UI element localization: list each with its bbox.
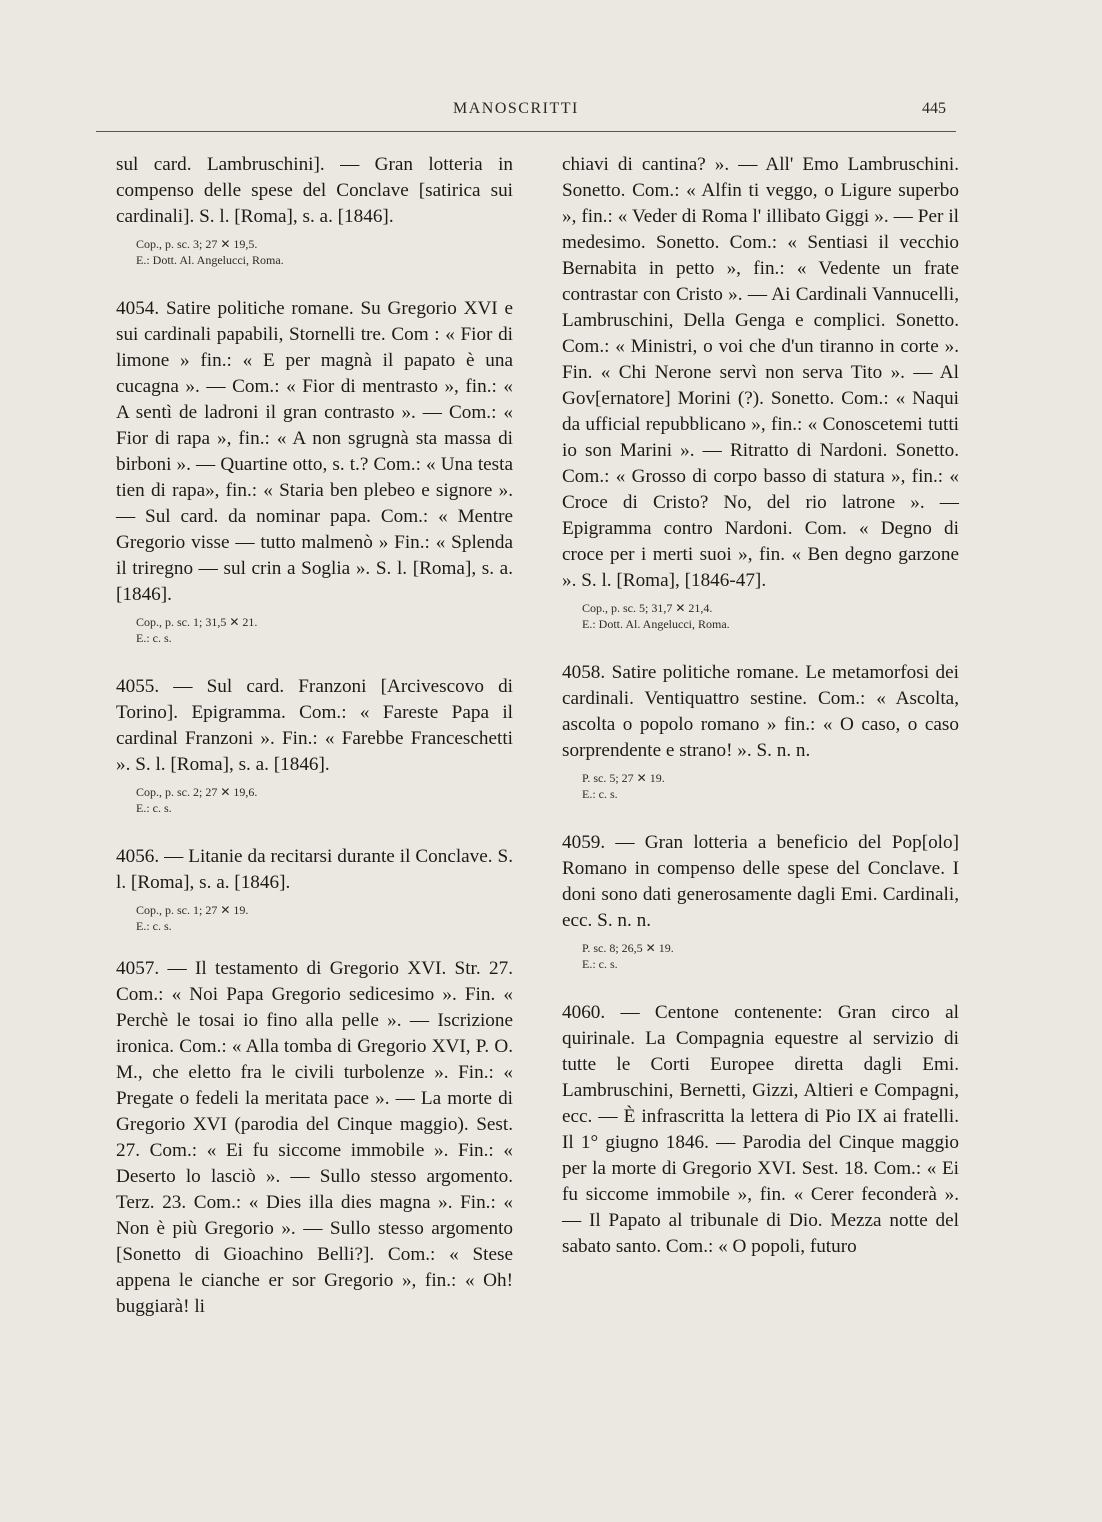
catalog-entry-4059: [562, 830, 959, 972]
entry-number: 4054.: [116, 298, 160, 319]
copy-info: Cop., p. sc. 5; 31,7 ✕ 21,4.: [582, 601, 713, 615]
entry-text: Satire politiche romane. Le metamorfosi dei cardinali. Ventiquattro sestine. Com.: « Ascolta, ascolta o popolo romano » fin.: « O caso, o caso sorprendente e strano! ». S. n. n.: [562, 662, 959, 761]
copy-info: Cop., p. sc. 1; 31,5 ✕ 21.: [136, 615, 258, 629]
entry-body: [116, 844, 513, 896]
entry-text: chiavi di cantina? ». — All' Emo Lambruschini. Sonetto. Com.: « Alfin ti veggo, o Ligure superbo », fin.: « Veder di Roma l' illibato Giggi ». — Per il medesimo. Sonetto. Com.: « Sentiasi il vecchio Bernabita in petto », fin.: « Vedente un frate contrastar con Cristo ». — Ai Cardinali Vannucelli, Lambruschini, Della Genga e complici. Sonetto. Com.: « Ministri, o voi che d'un tiranno in corte ». Fin. « Chi Nerone servì non serva Tito ». — Al Gov[ernatore] Morini (?). Sonetto. Com.: « Naqui da ufficial repubblicano », fin.: « Conoscetemi tutti io son Marini ». — Ritratto di Nardoni. Sonetto. Com.: « Grosso di corpo basso di statura », fin.: « Croce di Cristo? No, del rio latrone ». — Epigramma contro Nardoni. Com. « Degno di croce per i merti suoi », fin. « Ben degno garzone ». S. l. [Roma], [1846-47].: [562, 154, 959, 591]
entry-text: — Litanie da recitarsi durante il Conclave. S. l. [Roma], s. a. [1846].: [116, 846, 513, 893]
copy-info: P. sc. 5; 27 ✕ 19.: [582, 771, 665, 785]
copy-info: Cop., p. sc. 3; 27 ✕ 19,5.: [136, 237, 258, 251]
entry-number: 4055.: [116, 676, 160, 697]
entry-body: [562, 1000, 959, 1260]
left-column: [116, 152, 513, 1320]
entry-body: [562, 660, 959, 764]
entry-number: 4056.: [116, 846, 160, 867]
catalog-entry-4056: [116, 844, 513, 934]
owner-info: E.: c. s.: [136, 631, 172, 645]
copy-info: P. sc. 8; 26,5 ✕ 19.: [582, 941, 674, 955]
entry-number: 4059.: [562, 832, 606, 853]
entry-number: 4058.: [562, 662, 606, 683]
entry-meta: [136, 236, 513, 268]
entry-number: 4057.: [116, 958, 160, 979]
entry-number: 4060.: [562, 1002, 606, 1023]
entry-text: sul card. Lambruschini]. — Gran lotteria in compenso delle spese del Conclave [satirica sui cardinali]. S. l. [Roma], s. a. [1846].: [116, 154, 513, 227]
entry-text: — Centone contenente: Gran circo al quirinale. La Compagnia equestre al servizio di tutte le Corti Europee diretta dagli Emi. Lambruschini, Bernetti, Gizzi, Altieri e Compagni, ecc. — È infrascritta la lettera di Pio IX ai fratelli. Il 1° giugno 1846. — Parodia del Cinque maggio per la morte di Gregorio XVI. Sest. 18. Com.: « Ei fu siccome immobile », fin. « Cerer feconderà ». — Il Papato al tribunale di Dio. Mezza notte del sabato santo. Com.: « O popoli, futuro: [562, 1002, 959, 1257]
catalog-entry-4054: [116, 296, 513, 646]
entry-text: Satire politiche romane. Su Gregorio XVI e sui cardinali papabili, Stornelli tre. Com : « Fior di limone » fin.: « E per magnà il papato è una cucagna ». — Com.: « Fior di mentrasto », fin.: « A sentì de ladroni il gran contrasto ». — Com.: « Fior di rapa », fin.: « A non sgrugnà sta massa di birboni ». — Quartine otto, s. t.? Com.: « Una testa tien di rapa», fin.: « Staria ben plebeo e signore ». — Sul card. da nominar papa. Com.: « Mentre Gregorio visse — tutto malmenò » Fin.: « Splenda il triregno — sul crin a Soglia ». S. l. [Roma], s. a. [1846].: [116, 298, 513, 605]
catalog-entry-4057: [116, 956, 513, 1320]
catalog-entry-4055: [116, 674, 513, 816]
continued-entry: [562, 152, 959, 632]
catalog-entry-4060: [562, 1000, 959, 1260]
page-number: 445: [922, 100, 946, 117]
entry-meta: [136, 614, 513, 646]
header-rule: [96, 131, 956, 132]
entry-body: [562, 830, 959, 934]
running-title: MANOSCRITTI: [453, 100, 579, 117]
entry-text: — Gran lotteria a beneficio del Pop[olo] Romano in compenso delle spese del Conclave. I doni sono dati generosamente dagli Emi. Cardinali, ecc. S. n. n.: [562, 832, 959, 931]
owner-info: E.: Dott. Al. Angelucci, Roma.: [136, 253, 284, 267]
entry-text: — Sul card. Franzoni [Arcivescovo di Torino]. Epigramma. Com.: « Fareste Papa il cardinal Franzoni ». Fin.: « Farebbe Franceschetti ». S. l. [Roma], s. a. [1846].: [116, 676, 513, 775]
copy-info: Cop., p. sc. 2; 27 ✕ 19,6.: [136, 785, 258, 799]
owner-info: E.: c. s.: [136, 801, 172, 815]
entry-meta: [582, 600, 959, 632]
owner-info: E.: c. s.: [582, 957, 618, 971]
continued-entry: [116, 152, 513, 268]
entry-meta: [582, 940, 959, 972]
entry-body: [116, 296, 513, 608]
right-column: [562, 152, 959, 1260]
entry-text: — Il testamento di Gregorio XVI. Str. 27. Com.: « Noi Papa Gregorio sedicesimo ». Fin. « Perchè le tosai io fino alla pelle ». — Iscrizione ironica. Com.: « Alla tomba di Gregorio XVI, P. O. M., che eletto fra le civili turbolenze ». Fin.: « Pregate o fedeli la meritata pace ». — La morte di Gregorio XVI (parodia del Cinque maggio). Sest. 27. Com.: « Ei fu siccome immobile ». Fin.: « Deserto lo lasciò ». — Sullo stesso argomento. Terz. 23. Com.: « Dies illa dies magna ». Fin.: « Non è più Gregorio ». — Sullo stesso argomento [Sonetto di Gioachino Belli?]. Com.: « Stese appena le cianche er sor Gregorio », fin.: « Oh! buggiarà! li: [116, 958, 513, 1317]
owner-info: E.: c. s.: [136, 919, 172, 933]
entry-meta: [136, 902, 513, 934]
entry-body: [116, 674, 513, 778]
entry-meta: [136, 784, 513, 816]
entry-meta: [582, 770, 959, 802]
owner-info: E.: Dott. Al. Angelucci, Roma.: [582, 617, 730, 631]
entry-body: [116, 956, 513, 1320]
copy-info: Cop., p. sc. 1; 27 ✕ 19.: [136, 903, 249, 917]
owner-info: E.: c. s.: [582, 787, 618, 801]
catalog-entry-4058: [562, 660, 959, 802]
